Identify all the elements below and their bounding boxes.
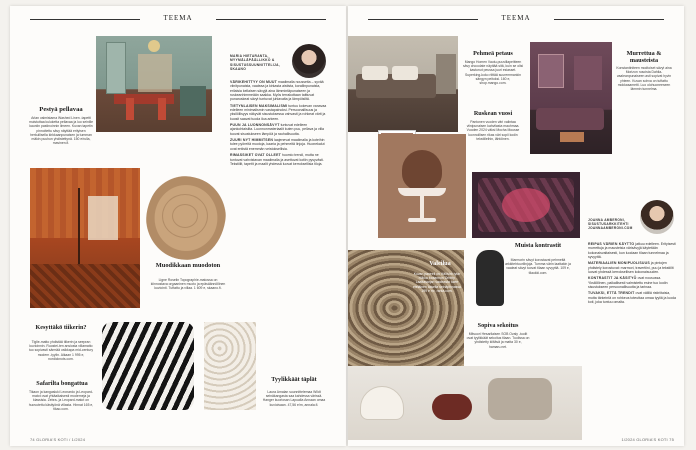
pestya-text: Arlan valmistama Washed Linen -tapetti muistuttaa kuluketta pellavaa ja luo seinille kauniin pastinoinnin ilmeen. Kuvan tapetin pinnoitettu sävy näyttää erityisen herkullisella kirkkaanpunaisen ja tumman mäkin puuhun yhdistettynä. 150 e/rulla, mavinen.fi. [28,116,94,146]
kesyttako-title: Kesyttäkö tiikerin? [35,324,87,331]
body-lead-4: ZUURI NYT HIMMITSEN [230,138,274,143]
lounge-chair-photo [348,366,582,440]
muodikkaan-title: Muodikkaan muodoton [155,262,221,269]
portrait-maria-byline: MARIA HIETARANTA, MYYMÄLÄPÄÄLLIKKÖ & SISUSTUSSUUNNITTELIJA, SKAANO [230,54,281,72]
mocha-dessert-photo [378,134,466,238]
rbody-lead-1: REIPAS VÄRIEN KÄYTTÖ [588,242,635,246]
valeilua-title: Valeilua [429,260,451,267]
pehmea-text: Mango Homen Vautu-puuvillapeitteen sävy chocolate näyttää sitä, kuin se olisi kastunut peussa juuri esiasset. Superking-koko riittää suuremmankin sängyn peitoksi. 160 e, shop.mango.com. [462,60,524,86]
left-page [10,6,346,446]
rbody-lead-2: MATERIAALIEN MONIPUOLISUUS [588,261,650,266]
embroidered-textile-photo [472,172,580,238]
portrait-joanna [640,200,674,234]
body-p1: maailmalla nousseita – syvää viinitpunaista, vaaleaa ja kirkasta aistista, korallinpunaista, erilaisia kellaisen sävyjä aina lämmintäpunaiseen ja ruskeanhimmeään saakka. Myös terrakottaan taittuvat punaruskeat sävyt tuntuvat juhlavalta ja lämpöisiltä. [230,80,324,102]
rbody-p2: ja pintojen yhdistely korostuvat: marmori, travertiini, puu ja tekstiilit luovat yhdessä kerroksellisen kokonaisuuden. [588,261,674,275]
tyylikkaat-title: Tyylikkäät täplät [271,376,317,383]
safarilta-title: Safarilta bongattua [36,380,88,387]
topographie-rug [146,176,226,260]
rbody-lead-3: KONTRASTIT JA KÄSITYÖ [588,276,637,281]
body-p4: laajenevat maailmalla ja koteihin tulee pyöreitä muotoja, kaaria ja pehmeitä linjoja. Huonekalut ovat entistä enemmän veistoksellisia. [230,138,325,151]
body-p3: tuntuvat edelleen ajankohtaisilta. Luonnonmateriaalit kuten puu, pellava ja villa tuovat sisustukseen lämpöä ja rauhallisuutta. [230,123,324,136]
portrait-maria [292,44,326,78]
marble-panel-photo [348,250,464,366]
right-running-head [348,14,684,22]
safarilta-text: Tikaon ja kangasluki Leonardo ja Leopard-matot ovat yhtäaikaisesti moderneja ja klassisia. Zebra- ja Leopard-matot on huovutettu käsityönä villasta. Hinnat 165 e, tikao.com. [28,390,94,411]
living-room-photo [530,42,612,154]
dining-room-photo [96,36,212,132]
kesyttako-text: Tiglie-matto yhdistää tiikerin ja seepran kuvioinnin. Ruostei-ten ansiosta villamatto tuo sopivasti särmää vaikkapa mid-century modern -tyylin. Aikaan 1 995 e, nordicknots.com. [28,340,94,361]
rbody-p4: ovat välillä ristiriitaisia, mutta tärkeintä on rohkeus toteuttaa omaa tyyliä ja luoda koti, joka tuntuu omalta. [588,291,676,305]
right-body-column [588,242,676,438]
rbody-p1: jatkuu edelleen. Erityisesti murrettuja ja mausteisia värisävyjä käytetään kokonaisvaltaisesti, kun luodaan tilaan tunnelmaa ja syvyyttä. [588,242,676,260]
pehmea-title: Pehmeä petaus [473,50,513,57]
left-runhead-label: TEEMA [163,14,193,22]
body-lead-3: PUUN JA LUONNONSÄVYT [230,123,280,128]
body-p5: huomio trendi, mutta ne tuntuvat vahvistavan maailmalla ja asettuvat kotiin pysyvästi. Tekstiilit, tapetit ja maalit yhdessä luovat kerroksellisia tiloja. [230,153,324,166]
murrettua-text: Konstantiniteen modtoiset sävyt aina Morizon rusoista Dahlia-vaaleanpunaiseen asti sopivat hyvin yhteen. Kuvan sohva on tuftattu mokkasametti. Luo olohuoneeseen lämmin tunnelma. [616,66,672,92]
body-lead-2: TIETYNLAISEN MAKSIMALISMI [230,103,288,108]
portrait-joanna-byline: JOANNA AMBERONI, SISUSTUSARKKITEHTI JOANNAAMBERONI.COM [588,218,633,231]
bedroom-photo [348,36,458,132]
ruskean-text: Pantonen vuoden väri valintaa viinipunaisen kahvilasta mauhmaa. Vuoden 2024 väksi Mocha Mousse luonnollisen rikas väri sopii kodin tekstiileihin, lähtöinen. [466,120,520,141]
sopiva-title: Sopiva sekoitus [477,322,519,329]
muista-text: Marmorin sävyt korostavat pehmeitä arkkitehtuurilinjoja. Tumma värin laattakin ja vaaleat sävyt tuovat tilaan syvyyttä. 109 e, tilaukki.com. [505,258,571,275]
muista-title: Muista kontrastit [514,242,562,249]
body-lead-5: RIMASSIKET OVAT OLLEET [230,153,281,158]
rbody-lead-4: TUVAKSI, ETTÄ TRENDIT [588,291,635,296]
right-runhead-label: TEEMA [501,14,531,22]
orange-interior-photo [30,168,140,308]
tyylikkaat-text: Laura Amalan suunnittelemaa Wildt seinäkangasta saa kahdessa värissä. Hanger kuoriosan Lapualla Annaan omaa kuvioivaan. 47,56 e/m, annala.fi. [262,390,326,407]
wildt-wallcovering [204,322,256,410]
body-p2: tuntuu kokevan vanavaa edelleen minimalismin vastapainoksi. Persoonallisuus ja yksilöllisyys näkyvät sisustuksessa vahvasti ja rohkeat värit ja kuosit saavat tuoda iloa arkeen. [230,103,327,121]
right-page [348,6,684,446]
zebra-rug [102,322,194,410]
left-running-head [10,14,346,22]
ruskean-title: Ruskean vuosi [473,110,513,117]
sopiva-text: Mitsuori Hesarilaisen SOB Ovaly -tuolit ovat tyylikkäät sekoitus tilaan. Tuolissa on yhdistetty kiiltävä ja matta 30 e, hamaru.net. [466,332,530,349]
body-lead-1: VÄRIKEHITTYY ON MUUT [230,80,277,84]
valeilua-text: Kuvan paneeli on Hällivirti tytär Hilkka tuotannon Orbitty. Laattasarjan vaaleasta tulee eteläinen toisella seinäpinnassa 199 e m², ranta.com. [413,272,461,293]
pestya-title: Pestyä pellavaa [39,106,83,113]
left-folio: 74 GLORIA'S KOTI / 1/2024 [30,437,86,442]
muodikkaan-text: Ligne Roselin Topographie-matossa on kiinnostava orgaaninen muoto ja epäsäännöllinen kuviointi. Tuftattu ja villaa. 1 609 e, skaano.fi. [150,278,226,291]
rbody-p3: ovat nousussa. Yksilöllinen, paikallisesti valmistettu esine tuo kodin sisustukseen persoonallisuutta ja tarinaa. [588,276,668,290]
dark-vase-photo [476,250,504,306]
murrettua-title: Murrettua & mausteista [626,50,662,64]
right-folio: 1/2024 GLORIA'S KOTI 75 [621,437,674,442]
